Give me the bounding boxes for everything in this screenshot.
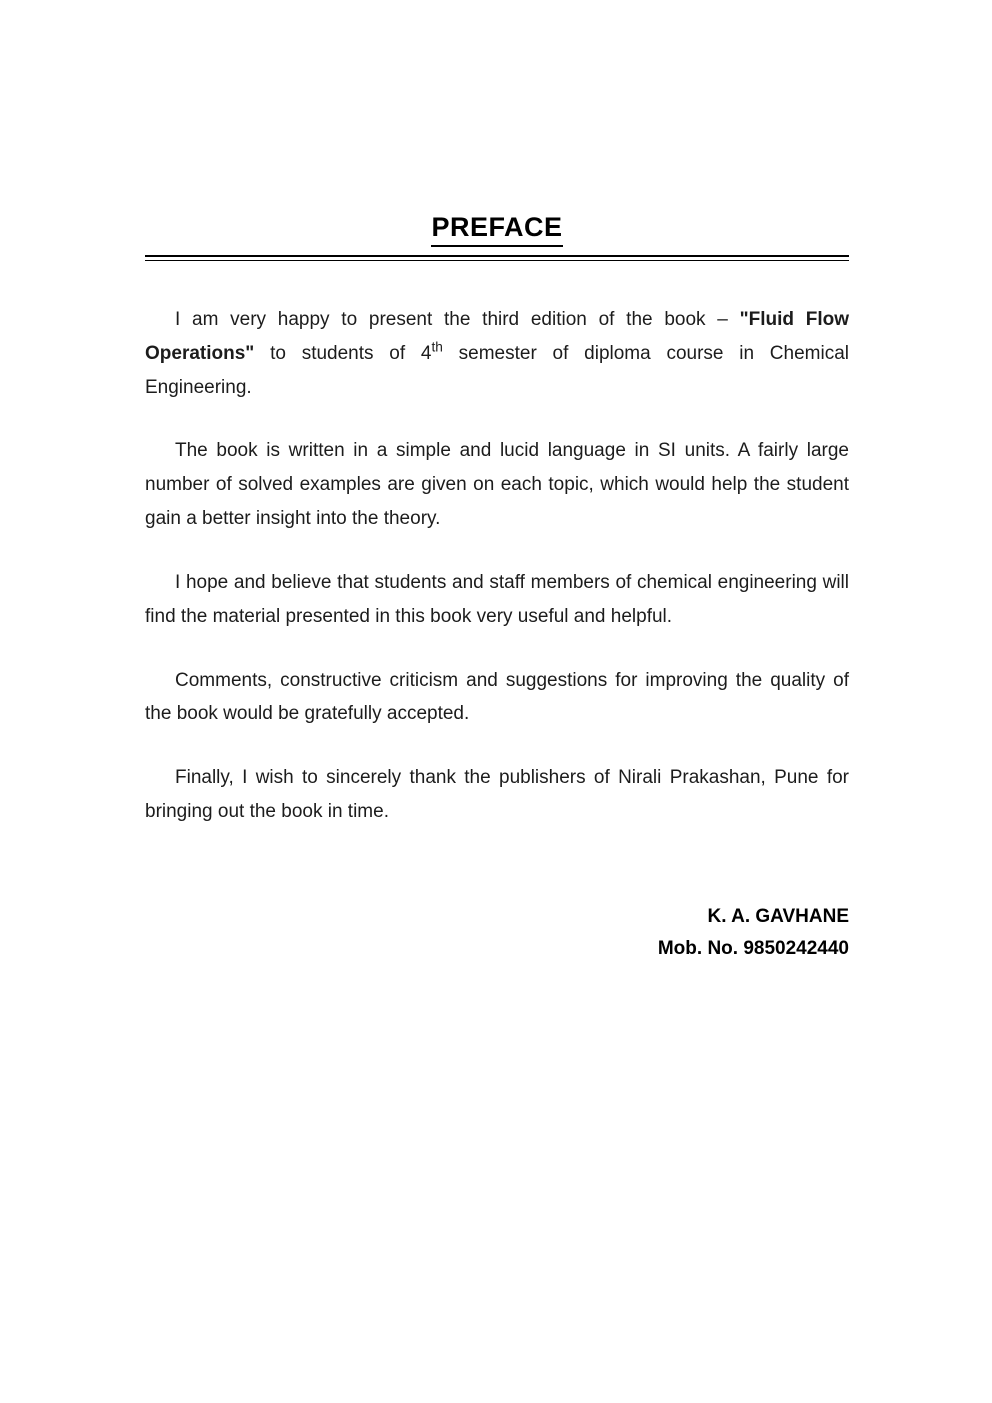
paragraph-comments: Comments, constructive criticism and suggestions for improving the quality of the book would be gratefully accepted. (145, 669, 849, 725)
intro-text-1: I am very happy to present the third edition of the book – (175, 309, 740, 330)
page-title (145, 212, 849, 247)
intro-text-3: semester of diploma course in Chemical Engineering. (145, 342, 849, 398)
author-mobile: Mob. No. 9850242440 (657, 938, 849, 960)
paragraph-book-description: The book is written in a simple and lucid language in SI units. A fairly large number of solved examples are given on each topic, which would help the student gain a better insight into the theory. (145, 440, 849, 530)
intro-text-2: to students of 4 (254, 342, 432, 364)
book-title: "Fluid Flow Operations" (145, 309, 849, 364)
ordinal-suffix: th (431, 339, 443, 355)
author-name: K. A. GAVHANE (707, 905, 849, 927)
page-content (145, 212, 849, 965)
title-rule (145, 255, 849, 261)
page-title-text: PREFACE (431, 212, 562, 247)
signature-block (145, 901, 849, 966)
paragraph-hope: I hope and believe that students and staff members of chemical engineering will find the material presented in this book very useful and helpful. (145, 571, 849, 627)
paragraph-thanks: Finally, I wish to sincerely thank the publishers of Nirali Prakashan, Pune for bringing out the book in time. (145, 767, 849, 822)
intro-paragraph (145, 303, 849, 404)
